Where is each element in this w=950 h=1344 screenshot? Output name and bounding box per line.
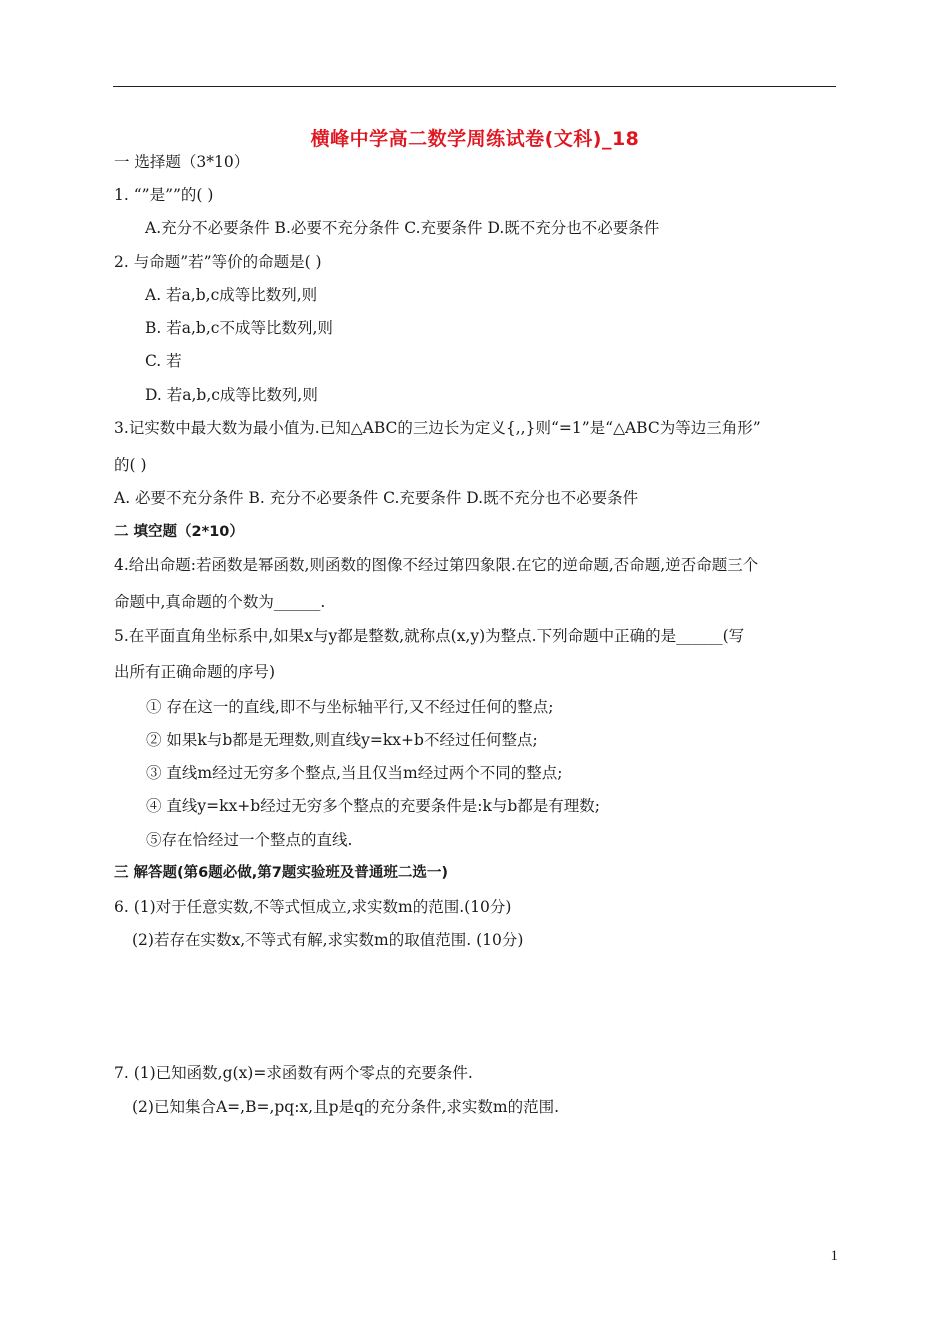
- question-5-item: ⑤存在恰经过一个整点的直线.: [146, 831, 353, 849]
- section-heading-choice: 一 选择题（3*10）: [114, 153, 250, 171]
- section-heading-fill: 二 填空题（2*10）: [114, 524, 244, 540]
- question-3-stem: 3.记实数中最大数为最小值为.已知△ABC的三边长为定义{,,}则“=1”是“△ABC为等边三角形”: [114, 419, 761, 437]
- question-2-stem: 2. 与命题”若”等价的命题是( ): [114, 253, 322, 271]
- question-7-part-1: 7. (1)已知函数,g(x)=求函数有两个零点的充要条件.: [114, 1064, 473, 1082]
- question-1-stem: 1. “”是””的( ): [114, 186, 214, 204]
- question-2-option-a: A. 若a,b,c成等比数列,则: [145, 286, 318, 304]
- question-7-part-2: (2)已知集合A=,B=,pq:x,且p是q的充分条件,求实数m的范围.: [132, 1098, 560, 1116]
- question-6-part-1: 6. (1)对于任意实数,不等式恒成立,求实数m的范围.(10分): [114, 898, 512, 916]
- question-5-item: ③ 直线m经过无穷多个整点,当且仅当m经过两个不同的整点;: [146, 764, 563, 782]
- question-4-stem-cont: 命题中,真命题的个数为______.: [114, 593, 326, 611]
- question-3-options: A. 必要不充分条件 B. 充分不必要条件 C.充要条件 D.既不充分也不必要条件: [114, 489, 639, 507]
- question-5-item: ④ 直线y=kx+b经过无穷多个整点的充要条件是:k与b都是有理数;: [146, 797, 600, 815]
- question-5-item: ② 如果k与b都是无理数,则直线y=kx+b不经过任何整点;: [146, 731, 538, 749]
- question-2-option-b: B. 若a,b,c不成等比数列,则: [145, 319, 333, 337]
- question-5-item: ① 存在这一的直线,即不与坐标轴平行,又不经过任何的整点;: [146, 698, 554, 716]
- section-heading-solve: 三 解答题(第6题必做,第7题实验班及普通班二选一): [114, 865, 448, 881]
- question-2-option-c: C. 若: [145, 352, 182, 370]
- page-number: 1: [830, 1248, 838, 1264]
- question-5-stem-cont: 出所有正确命题的序号): [114, 663, 276, 681]
- question-4-stem: 4.给出命题:若函数是幂函数,则函数的图像不经过第四象限.在它的逆命题,否命题,逆否命题三个: [114, 556, 759, 574]
- question-2-option-d: D. 若a,b,c成等比数列,则: [145, 386, 318, 404]
- header-rule: [113, 86, 836, 87]
- question-1-options: A.充分不必要条件 B.必要不充分条件 C.充要条件 D.既不充分也不必要条件: [145, 219, 660, 237]
- question-6-part-2: (2)若存在实数x,不等式有解,求实数m的取值范围. (10分): [132, 931, 524, 949]
- page-title: 横峰中学高二数学周练试卷(文科)_18: [310, 128, 640, 150]
- question-5-stem: 5.在平面直角坐标系中,如果x与y都是整数,就称点(x,y)为整点.下列命题中正确的是______(写: [114, 627, 745, 645]
- question-3-stem-cont: 的( ): [114, 456, 147, 474]
